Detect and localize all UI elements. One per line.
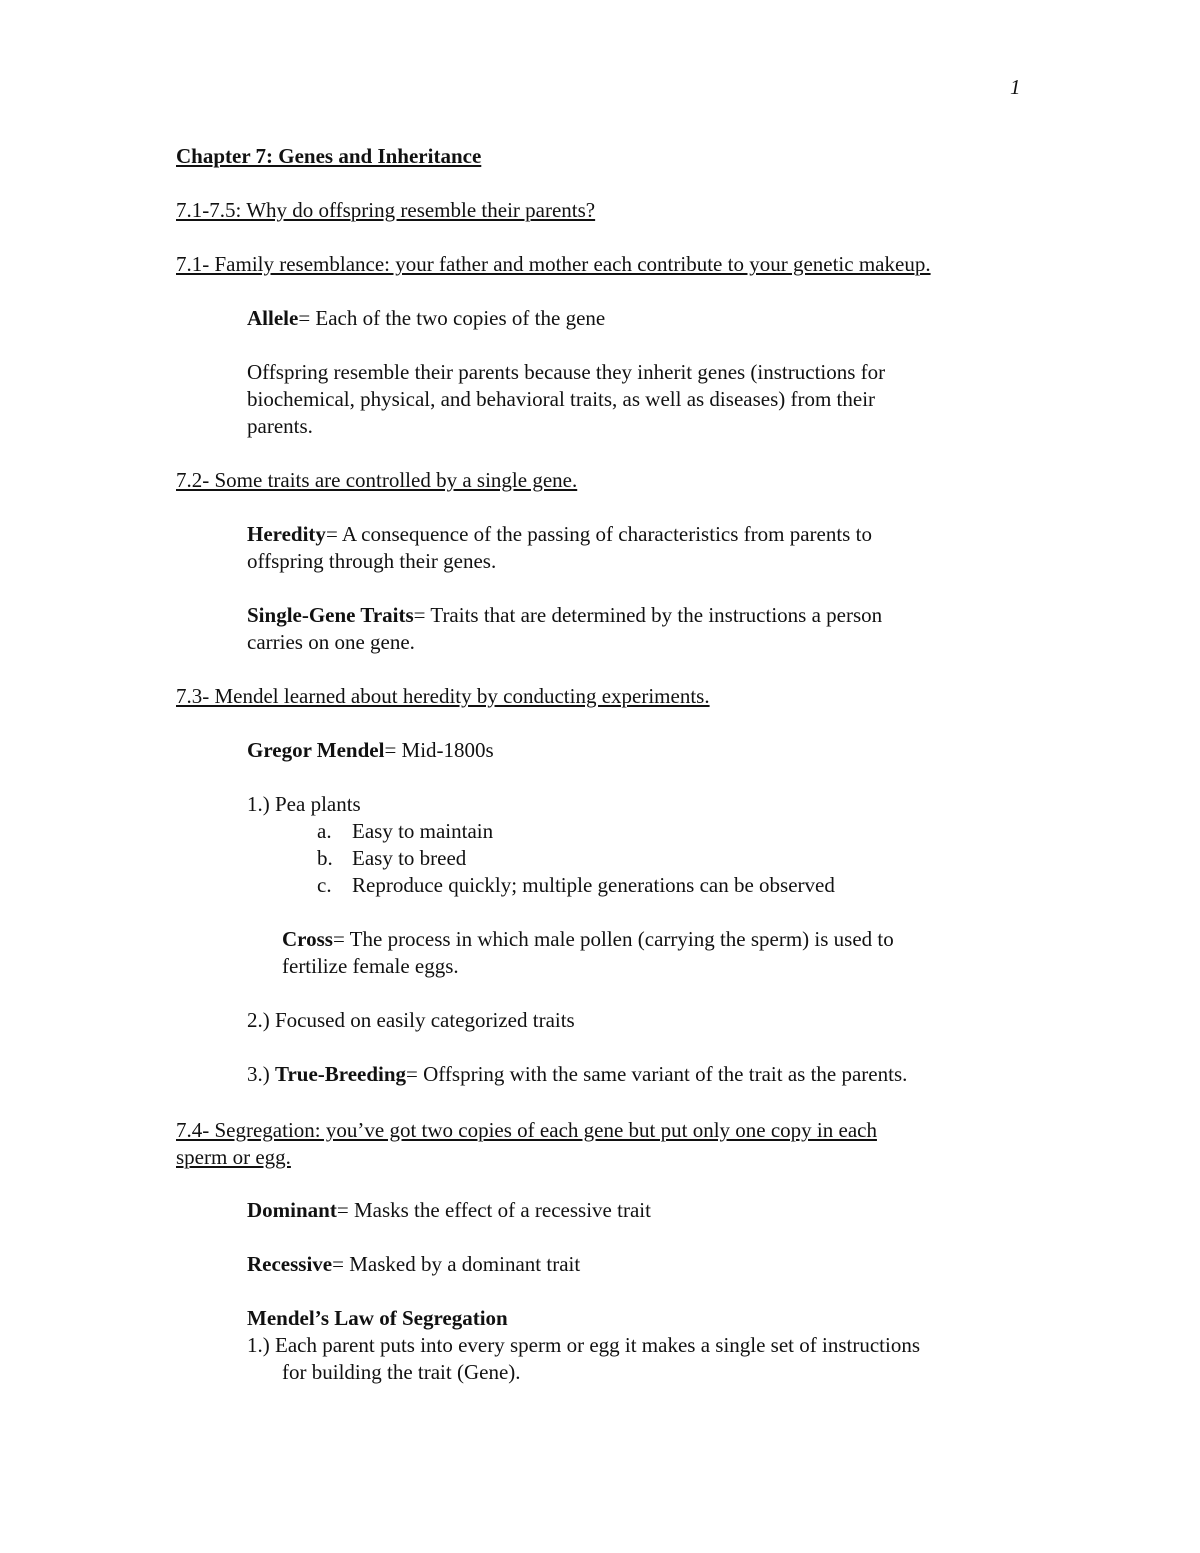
section-heading-7-1: 7.1- Family resemblance: your father and mother each contribute to your genetic makeup. xyxy=(176,252,931,276)
paragraph-offspring: Offspring resemble their parents because they inherit genes (instructions for biochemical, physical, and behavioral traits, as well as diseases) from their parents. xyxy=(247,360,886,438)
term-gregor-mendel: Gregor Mendel xyxy=(247,738,385,762)
definition-heredity: Heredity= A consequence of the passing of characteristics from parents to offspring through their genes. xyxy=(247,522,872,573)
law-of-segregation-title: Mendel’s Law of Segregation xyxy=(247,1306,508,1330)
chapter-title: Chapter 7: Genes and Inheritance xyxy=(176,144,482,168)
definition-dominant: Dominant= Masks the effect of a recessive trait xyxy=(247,1198,651,1222)
section-heading-7-3: 7.3- Mendel learned about heredity by conducting experiments. xyxy=(176,684,710,708)
definition-single-gene-traits: Single-Gene Traits= Traits that are determined by the instructions a person carries on one gene. xyxy=(247,603,883,654)
term-cross: Cross xyxy=(282,927,333,951)
law-item-1: 1.) Each parent puts into every sperm or egg it makes a single set of instructions for building the trait (Gene). xyxy=(247,1333,921,1384)
sub-item-c: c. Reproduce quickly; multiple generations can be observed xyxy=(317,873,835,897)
page-number: 1 xyxy=(1010,75,1021,99)
sub-item-a: a. Easy to maintain xyxy=(317,819,494,843)
term-allele: Allele xyxy=(247,306,299,330)
term-single-gene-traits: Single-Gene Traits xyxy=(247,603,414,627)
term-dominant: Dominant xyxy=(247,1198,337,1222)
definition-gregor-mendel: Gregor Mendel= Mid-1800s xyxy=(247,738,494,762)
sub-item-b: b. Easy to breed xyxy=(317,846,467,870)
definition-recessive: Recessive= Masked by a dominant trait xyxy=(247,1252,581,1276)
definition-allele: Allele= Each of the two copies of the gene xyxy=(247,306,606,330)
list-item-3: 3.) True-Breeding= Offspring with the same variant of the trait as the parents. xyxy=(247,1062,908,1086)
term-heredity: Heredity xyxy=(247,522,326,546)
term-recessive: Recessive xyxy=(247,1252,333,1276)
term-true-breeding: True-Breeding xyxy=(275,1062,407,1086)
section-heading-7-2: 7.2- Some traits are controlled by a single gene. xyxy=(176,468,578,492)
definition-cross: Cross= The process in which male pollen (carrying the sperm) is used to fertilize female eggs. xyxy=(282,927,894,978)
section-heading-7-4: 7.4- Segregation: you’ve got two copies of each gene but put only one copy in each sperm or egg. xyxy=(176,1118,877,1169)
list-item-1: 1.) Pea plants xyxy=(247,792,361,816)
section-heading-7-1-7-5: 7.1-7.5: Why do offspring resemble their parents? xyxy=(176,198,596,222)
list-item-2: 2.) Focused on easily categorized traits xyxy=(247,1008,575,1032)
